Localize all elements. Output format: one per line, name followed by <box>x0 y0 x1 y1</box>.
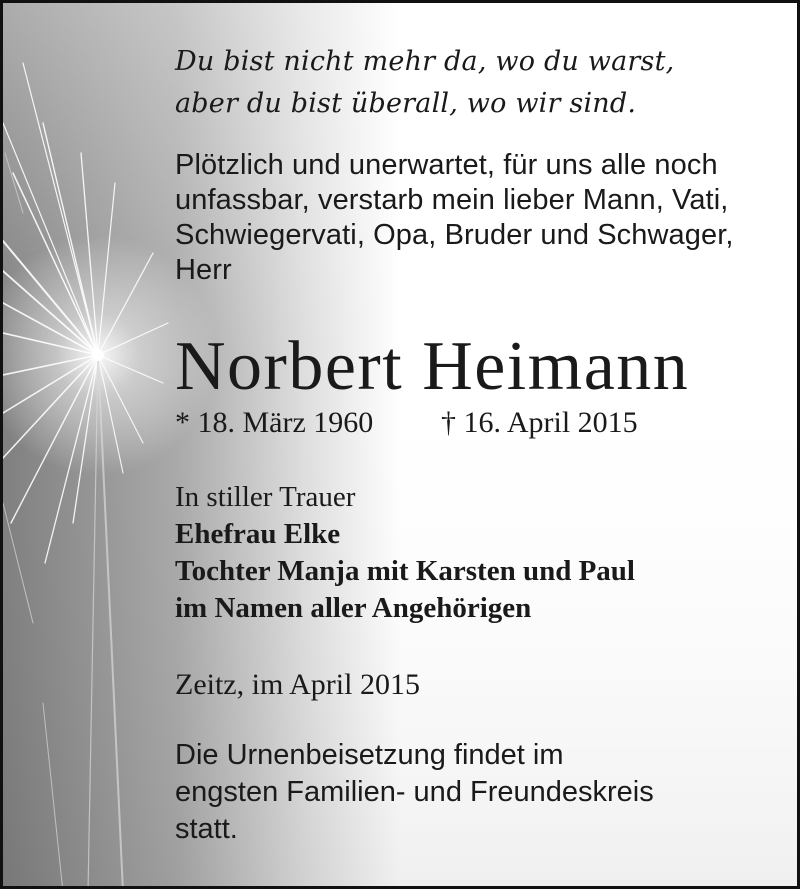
mourner-name: Ehefrau Elke <box>175 518 341 550</box>
mourners-block <box>175 479 635 627</box>
burial-note <box>175 737 654 848</box>
announcement-line: Herr <box>175 254 232 286</box>
mourner-name: Tochter Manja mit Karsten und Paul <box>175 555 635 587</box>
mourning-intro: In stiller Trauer <box>175 481 356 513</box>
death-date: † 16. April 2015 <box>441 406 638 439</box>
birth-date: * 18. März 1960 <box>175 406 374 439</box>
verse-line: Du bist nicht mehr da, wo du warst, <box>175 46 675 77</box>
burial-line: statt. <box>175 813 238 845</box>
burial-line: engsten Familien- und Freundeskreis <box>175 776 654 808</box>
deceased-name: Norbert Heimann <box>175 328 690 405</box>
death-announcement <box>175 148 775 288</box>
announcement-line: Schwiegervati, Opa, Bruder und Schwager, <box>175 219 734 251</box>
announcement-line: unfassbar, verstarb mein lieber Mann, Vati, <box>175 184 729 216</box>
mourner-name: im Namen aller Angehörigen <box>175 592 532 624</box>
verse-line: aber du bist überall, wo wir sind. <box>175 88 637 119</box>
announcement-line: Plötzlich und unerwartet, für uns alle noch <box>175 149 718 181</box>
burial-line: Die Urnenbeisetzung findet im <box>175 739 564 771</box>
life-dates <box>175 405 638 441</box>
place-and-date: Zeitz, im April 2015 <box>175 668 420 701</box>
memorial-verse <box>175 41 775 125</box>
